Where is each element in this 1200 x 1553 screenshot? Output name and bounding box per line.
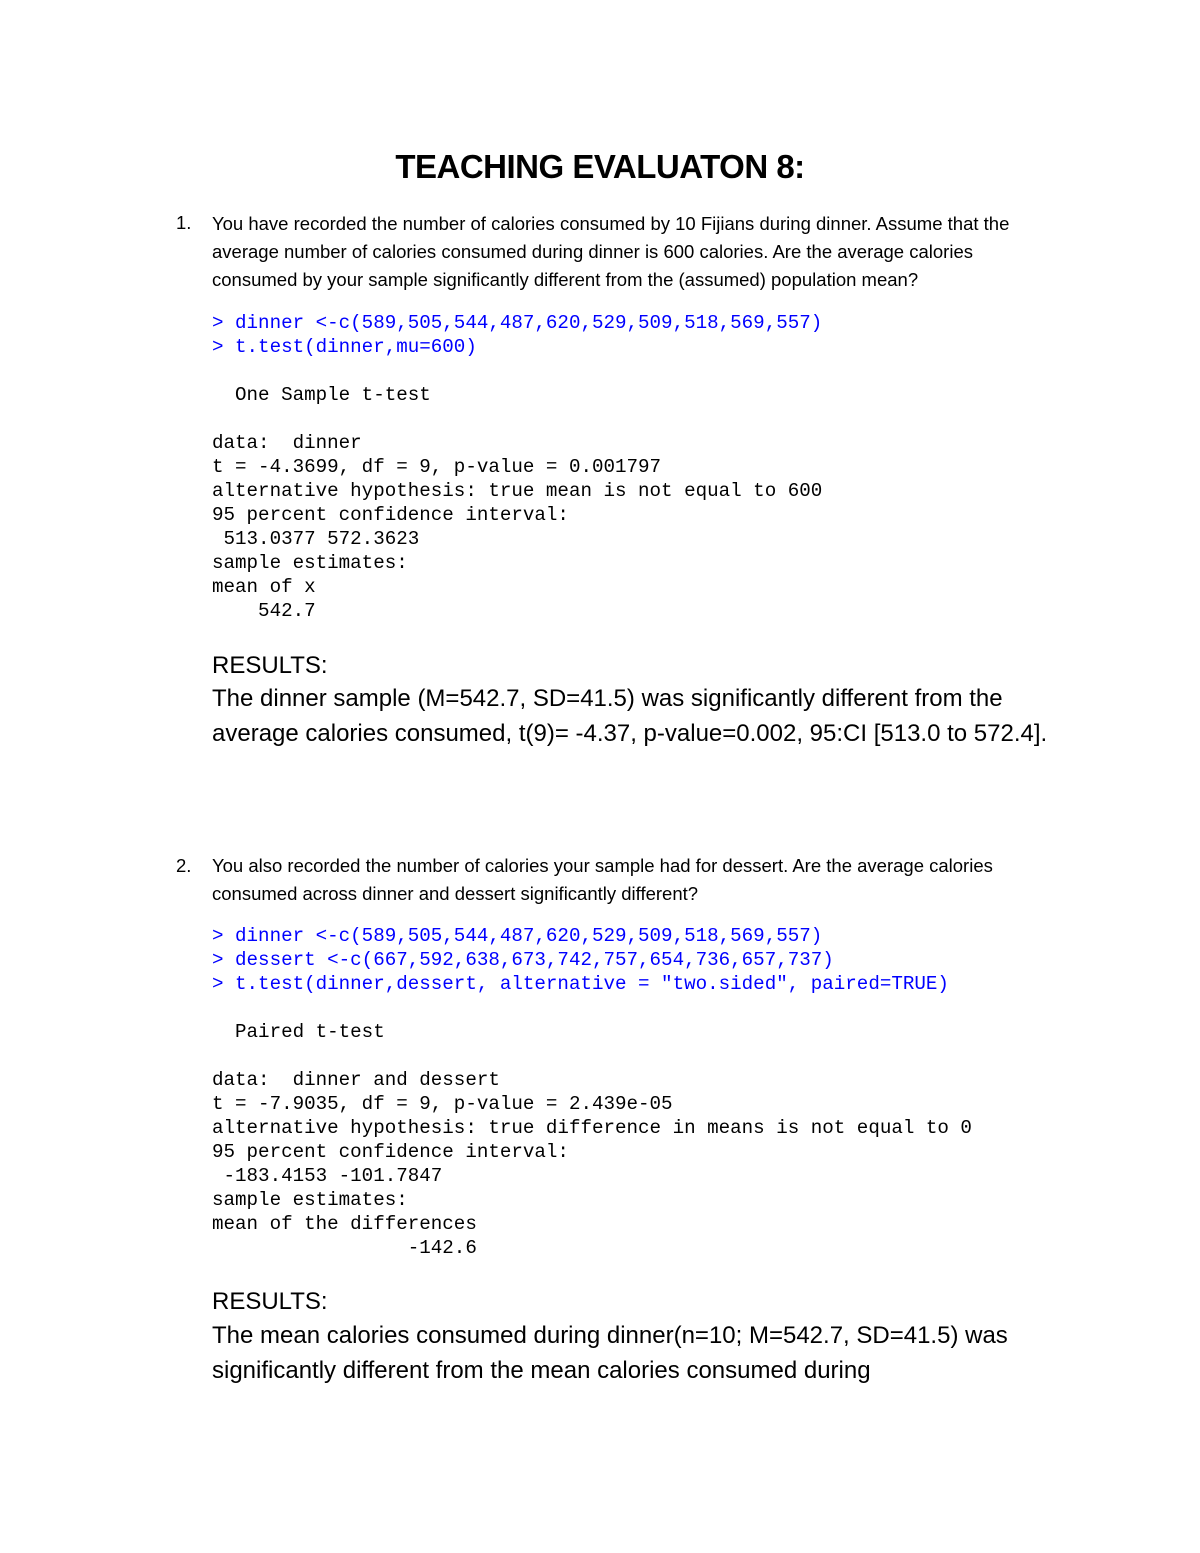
r-output-line: 95 percent confidence interval: <box>212 504 569 526</box>
question-2-results-label: RESULTS: <box>212 1288 328 1315</box>
r-output-line <box>212 407 822 431</box>
question-2-number: 2. <box>176 855 192 876</box>
r-command-line: > t.test(dinner,mu=600) <box>212 336 477 358</box>
r-command-line: > dessert <-c(667,592,638,673,742,757,654,736,657,737) <box>212 949 834 971</box>
question-1-r-console <box>212 311 822 623</box>
question-1-number: 1. <box>176 212 192 233</box>
r-output-line: -183.4153 -101.7847 <box>212 1165 443 1187</box>
r-output-line: mean of x <box>212 576 316 598</box>
r-command-line: > t.test(dinner,dessert, alternative = "two.sided", paired=TRUE) <box>212 973 949 995</box>
r-output-line: 95 percent confidence interval: <box>212 1141 569 1163</box>
r-output-line: alternative hypothesis: true difference in means is not equal to 0 <box>212 1117 972 1139</box>
r-command-line: > dinner <-c(589,505,544,487,620,529,509,518,569,557) <box>212 925 823 947</box>
r-output-line: data: dinner <box>212 432 362 454</box>
document-title: TEACHING EVALUATON 8: <box>395 148 805 185</box>
r-output-line: 542.7 <box>212 600 316 622</box>
r-output-line: sample estimates: <box>212 552 408 574</box>
r-output-line: One Sample t-test <box>212 384 431 406</box>
r-output-line: 513.0377 572.3623 <box>212 528 420 550</box>
r-output-line <box>212 359 822 383</box>
r-output-line: t = -4.3699, df = 9, p-value = 0.001797 <box>212 456 662 478</box>
question-1-results-text: The dinner sample (M=542.7, SD=41.5) was significantly different from the average calories consumed, t(9)= -4.37, p-value=0.002, 95:CI [513.0 to 572.4]. <box>212 685 1048 747</box>
question-2-text: You also recorded the number of calories your sample had for dessert. Are the average calories consumed across dinner and dessert significantly different? <box>212 855 993 904</box>
r-output-line: data: dinner and dessert <box>212 1069 500 1091</box>
r-output-line <box>212 996 972 1020</box>
r-command-line: > dinner <-c(589,505,544,487,620,529,509,518,569,557) <box>212 312 823 334</box>
question-2-r-console <box>212 924 972 1260</box>
r-output-line: sample estimates: <box>212 1189 408 1211</box>
r-output-line <box>212 1044 972 1068</box>
r-output-line: Paired t-test <box>212 1021 385 1043</box>
question-1-results-label: RESULTS: <box>212 652 328 679</box>
question-1-text: You have recorded the number of calories consumed by 10 Fijians during dinner. Assume that the average number of calories consumed during dinner is 600 calories. Are the average calories consumed by your sample significantly different from the (assumed) population mean? <box>212 213 1010 290</box>
r-output-line: alternative hypothesis: true mean is not equal to 600 <box>212 480 823 502</box>
question-2-results-text: The mean calories consumed during dinner(n=10; M=542.7, SD=41.5) was significantly different from the mean calories consumed during <box>212 1322 1008 1384</box>
r-output-line: -142.6 <box>212 1237 477 1259</box>
r-output-line: mean of the differences <box>212 1213 477 1235</box>
r-output-line: t = -7.9035, df = 9, p-value = 2.439e-05 <box>212 1093 673 1115</box>
